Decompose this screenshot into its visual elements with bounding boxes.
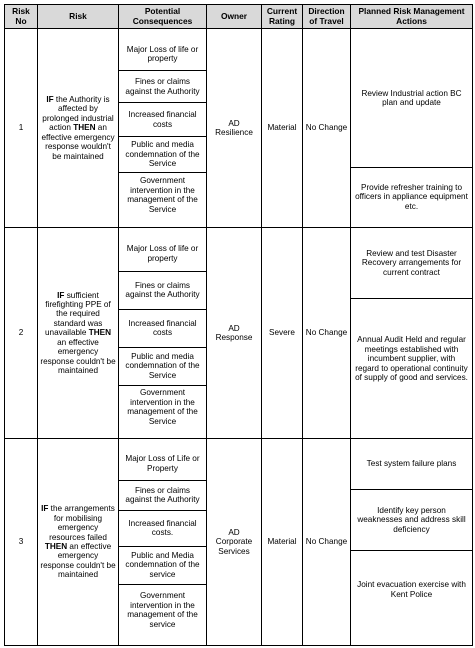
consequences-cell — [119, 228, 207, 439]
consequence-item: Major Loss of life or property — [119, 39, 206, 71]
action-item: Provide refresher training to officers in appliance equipment etc. — [355, 182, 468, 211]
owner: AD Resilience — [207, 29, 262, 228]
owner: AD Response — [207, 228, 262, 439]
action-item: Identify key person weaknesses and address skill deficiency — [351, 490, 472, 551]
consequence-item: Fines or claims against the Authority — [119, 480, 206, 510]
action-item: Review and test Disaster Recovery arrangements for current contract — [351, 228, 472, 299]
owner: AD Corporate Services — [207, 439, 262, 646]
risk-table — [4, 4, 473, 646]
action-item: Annual Audit Held and regular meetings established with incumbent supplier, with regard to operational continuity of supply of good and services. — [355, 335, 468, 383]
header-risk-no: Risk No — [5, 5, 38, 29]
consequence-item: Increased financial costs — [119, 103, 206, 137]
table-row — [5, 29, 473, 228]
risk-number: 1 — [5, 29, 38, 228]
consequences-cell — [119, 29, 207, 228]
header-actions: Planned Risk Management Actions — [351, 5, 473, 29]
consequence-item: Increased financial costs. — [119, 510, 206, 546]
header-risk: Risk — [38, 5, 119, 29]
actions-cell — [351, 29, 473, 228]
risk-description: IF sufficient firefighting PPE of the required standard was unavailable THEN an effective emergency response couldn't be maintained — [38, 228, 119, 439]
header-rating: Current Rating — [262, 5, 303, 29]
consequence-item: Increased financial costs — [119, 309, 206, 347]
direction-of-travel: No Change — [303, 228, 351, 439]
consequences-cell — [119, 439, 207, 646]
consequence-item: Government intervention in the management of the service — [127, 591, 198, 629]
current-rating: Material — [262, 29, 303, 228]
header-row — [5, 5, 473, 29]
current-rating: Material — [262, 439, 303, 646]
header-travel: Direction of Travel — [303, 5, 351, 29]
risk-number: 2 — [5, 228, 38, 439]
risk-description: IF the Authority is affected by prolonged industrial action THEN an effective emergency response wouldn't be maintained — [38, 29, 119, 228]
action-item: Joint evacuation exercise with Kent Police — [357, 580, 466, 599]
risk-description: IF the arrangements for mobilising emergency resources failed THEN an effective emergency response couldn't be maintained — [38, 439, 119, 646]
table-row — [5, 228, 473, 439]
consequence-item: Major Loss of life or property — [119, 237, 206, 271]
actions-cell — [351, 439, 473, 646]
consequence-item: Government intervention in the management of the Service — [127, 388, 198, 426]
consequence-item: Fines or claims against the Authority — [119, 271, 206, 309]
action-item: Test system failure plans — [351, 439, 472, 490]
direction-of-travel: No Change — [303, 29, 351, 228]
risk-number: 3 — [5, 439, 38, 646]
consequence-item: Public and media condemnation of the Service — [119, 137, 206, 173]
direction-of-travel: No Change — [303, 439, 351, 646]
risk-register — [4, 4, 472, 644]
consequence-item: Major Loss of Life or Property — [119, 448, 206, 480]
current-rating: Severe — [262, 228, 303, 439]
consequence-item: Public and Media condemnation of the service — [119, 546, 206, 584]
actions-cell — [351, 228, 473, 439]
table-row — [5, 439, 473, 646]
consequence-item: Fines or claims against the Authority — [119, 71, 206, 103]
consequence-item: Public and media condemnation of the Service — [119, 347, 206, 385]
header-consequences: Potential Consequences — [119, 5, 207, 29]
action-item: Review Industrial action BC plan and update — [351, 29, 472, 168]
header-owner: Owner — [207, 5, 262, 29]
consequence-item: Government intervention in the management of the Service — [127, 176, 198, 214]
